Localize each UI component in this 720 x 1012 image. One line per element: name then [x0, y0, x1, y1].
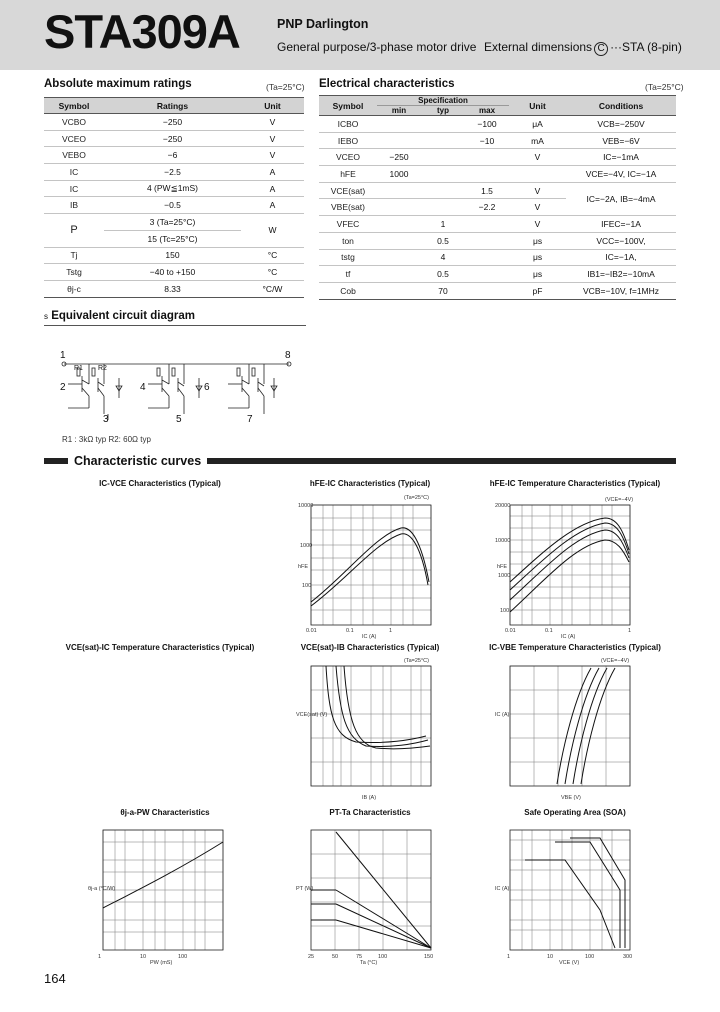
hfe-ic-xtick: 0.01: [306, 628, 317, 634]
pin-6-label: 6: [204, 382, 210, 393]
pt-ta-xtick: 100: [378, 954, 388, 960]
table-row: [319, 116, 676, 133]
part-number: STA309A: [44, 5, 240, 58]
unit-cell: μs: [509, 232, 566, 249]
symbol-cell: IC: [44, 180, 104, 197]
soa-xtick: 10: [547, 954, 554, 960]
conditions-cell: IC=−1A,: [566, 249, 676, 266]
rating-cell: 150: [104, 247, 241, 264]
ic-vbe-temp-xlabel: VBE (V): [561, 795, 581, 801]
soa-xtick: 300: [623, 954, 633, 960]
max-cell: [465, 266, 509, 283]
conditions-cell: VEB=−6V: [566, 132, 676, 149]
table-row: [319, 149, 676, 166]
pt-ta-xtick: 75: [356, 954, 363, 960]
max-cell: [465, 232, 509, 249]
pt-ta-xtick: 50: [332, 954, 339, 960]
abs-max-condition: (Ta=25°C): [266, 82, 305, 92]
ic-vbe-temp-legend: (VCE=−4V): [601, 658, 630, 664]
soa-xlabel: VCE (V): [559, 960, 580, 965]
symbol-cell: ICBO: [319, 116, 377, 133]
circuit-title-text: Equivalent circuit diagram: [51, 310, 195, 322]
table-row: [44, 264, 304, 281]
graph-theta-pw: [88, 820, 233, 965]
min-cell: [377, 199, 421, 216]
max-cell: [465, 282, 509, 299]
pt-ta-xlabel: Ta (°C): [360, 960, 378, 965]
graph-title-hfe-ic: hFE-IC Characteristics (Typical): [309, 479, 431, 488]
symbol-cell: Tstg: [44, 264, 104, 281]
table-row: [44, 164, 304, 181]
unit-cell: mA: [509, 132, 566, 149]
circuit-title-rule: [44, 325, 306, 326]
elec-header-conditions: Conditions: [566, 96, 676, 116]
r2-label: R2: [98, 365, 107, 372]
hfe-ic-temp-ytick: 1000: [498, 573, 511, 579]
typ-cell: [421, 132, 465, 149]
ext-dim-label: External dimensions: [484, 40, 593, 54]
graph-title-ic-vce: IC-VCE Characteristics (Typical): [99, 479, 221, 488]
elec-condition: (Ta=25°C): [645, 82, 684, 92]
vcesat-ib-xlabel: IB (A): [362, 795, 377, 801]
graph-pt-ta: [296, 820, 441, 965]
circuit-title-prefix: s: [44, 312, 48, 321]
unit-cell: V: [509, 182, 566, 199]
max-cell: [465, 249, 509, 266]
ic-vbe-temp-ylabel: IC (A): [495, 712, 510, 718]
hfe-ic-temp-ytick: 100: [500, 608, 510, 614]
symbol-cell: Tj: [44, 247, 104, 264]
rating-cell: −6: [104, 147, 241, 164]
graph-title-hfe-ic-temp: hFE-IC Temperature Characteristics (Typical): [489, 479, 661, 488]
theta-pw-xtick: 1: [98, 954, 102, 960]
table-row: [44, 280, 304, 297]
soa-xtick: 1: [507, 954, 511, 960]
typ-cell: 1: [421, 216, 465, 233]
theta-pw-xtick: 100: [178, 954, 188, 960]
hfe-ic-xtick: 1: [389, 628, 393, 634]
hfe-ic-ytick: 100: [302, 583, 312, 589]
resistor-note: R1 : 3kΩ typ R2: 60Ω typ: [62, 435, 151, 444]
device-application: General purpose/3-phase motor drive: [277, 40, 477, 54]
vcesat-ib-ylabel: VCE(sat) (V): [296, 712, 328, 718]
unit-cell: V: [509, 199, 566, 216]
graph-title-soa: Safe Operating Area (SOA): [524, 808, 626, 817]
soa-xtick: 100: [585, 954, 595, 960]
elec-header-typ: typ: [421, 106, 465, 116]
min-cell: [377, 132, 421, 149]
unit-cell: V: [509, 216, 566, 233]
hfe-ic-temp-xlabel: IC (A): [561, 634, 576, 640]
max-cell: [465, 216, 509, 233]
min-cell: [377, 282, 421, 299]
symbol-cell: P: [44, 214, 104, 247]
hfe-ic-ytick: 10000: [298, 503, 314, 509]
symbol-cell: VCEO: [319, 149, 377, 166]
symbol-cell: Cob: [319, 282, 377, 299]
symbol-cell: VEBO: [44, 147, 104, 164]
graph-title-theta-pw: θj-a-PW Characteristics: [120, 808, 210, 817]
ext-dim-package: ···STA (8-pin): [610, 40, 682, 54]
theta-pw-ylabel: θj-a (°C/W): [88, 886, 116, 892]
pin-5-label: 5: [176, 414, 182, 425]
symbol-cell: VCEO: [44, 130, 104, 147]
elec-header-spec: Specification: [377, 96, 509, 106]
conditions-cell: VCB=−10V, f=1MHz: [566, 282, 676, 299]
graph-hfe-ic-temp: [495, 490, 640, 640]
pin-3-label: 3: [103, 414, 109, 425]
abs-max-header-unit: Unit: [241, 98, 304, 114]
symbol-cell: IEBO: [319, 132, 377, 149]
hfe-ic-temp-ylabel: hFE: [497, 564, 508, 570]
unit-cell: V: [241, 147, 304, 164]
min-cell: [377, 266, 421, 283]
unit-cell: μA: [509, 116, 566, 133]
unit-cell: °C/W: [241, 280, 304, 297]
max-cell: [465, 166, 509, 183]
hfe-ic-legend: (Ta=25°C): [404, 495, 429, 501]
unit-cell: V: [509, 149, 566, 166]
graph-ic-vbe-temp: [495, 656, 640, 801]
r1-label: R1: [74, 365, 83, 372]
hfe-ic-xtick: 0.1: [346, 628, 354, 634]
page-number: 164: [44, 971, 66, 986]
graph-title-vcesat-ib: VCE(sat)-IB Characteristics (Typical): [300, 643, 440, 652]
elec-header-unit: Unit: [509, 96, 566, 116]
conditions-cell: IB1=−IB2=−10mA: [566, 266, 676, 283]
graph-title-pt-ta: PT-Ta Characteristics: [329, 808, 411, 817]
pin-8-label: 8: [285, 350, 291, 361]
rating-cell: −0.5: [104, 197, 241, 214]
elec-header-min: min: [377, 106, 421, 116]
max-cell: −10: [465, 132, 509, 149]
table-row: [44, 247, 304, 264]
circuit-title: [44, 310, 195, 322]
unit-cell: [509, 166, 566, 183]
table-row: [319, 266, 676, 283]
table-row: [319, 182, 676, 199]
pt-ta-xtick: 25: [308, 954, 315, 960]
table-row: [44, 197, 304, 214]
elec-header-symbol: Symbol: [319, 96, 377, 116]
rating-cell: −2.5: [104, 164, 241, 181]
symbol-cell: VCBO: [44, 114, 104, 131]
table-row: [44, 180, 304, 197]
ext-dim-mark-icon: C: [594, 42, 608, 56]
hfe-ic-temp-xtick: 0.01: [505, 628, 516, 634]
table-row: [44, 147, 304, 164]
unit-cell: V: [241, 130, 304, 147]
table-row: [319, 216, 676, 233]
curves-section-title: Characteristic curves: [68, 454, 207, 468]
table-row: [44, 214, 304, 231]
hfe-ic-ylabel: hFE: [298, 564, 309, 570]
table-row: [319, 132, 676, 149]
soa-ylabel: IC (A): [495, 886, 510, 892]
symbol-cell: θj-c: [44, 280, 104, 297]
rating-cell: −250: [104, 130, 241, 147]
theta-pw-xtick: 10: [140, 954, 147, 960]
typ-cell: [421, 116, 465, 133]
hfe-ic-ytick: 1000: [300, 543, 313, 549]
table-row: [319, 232, 676, 249]
typ-cell: 4: [421, 249, 465, 266]
unit-cell: A: [241, 197, 304, 214]
min-cell: [377, 182, 421, 199]
elec-table: [319, 95, 676, 300]
table-row: [319, 282, 676, 299]
typ-cell: [421, 199, 465, 216]
pt-ta-xtick: 150: [424, 954, 434, 960]
typ-cell: [421, 182, 465, 199]
unit-cell: μs: [509, 249, 566, 266]
header-band: [0, 0, 720, 70]
symbol-cell: VCE(sat): [319, 182, 377, 199]
device-type: PNP Darlington: [277, 17, 369, 31]
max-cell: 1.5: [465, 182, 509, 199]
abs-max-header-symbol: Symbol: [44, 98, 104, 114]
unit-cell: A: [241, 164, 304, 181]
rating-cell: −40 to +150: [104, 264, 241, 281]
unit-cell: μs: [509, 266, 566, 283]
rating-cell: 15 (Tc=25°C): [104, 230, 241, 247]
symbol-cell: VBE(sat): [319, 199, 377, 216]
typ-cell: 70: [421, 282, 465, 299]
max-cell: −2.2: [465, 199, 509, 216]
graph-soa: [495, 820, 640, 965]
symbol-cell: ton: [319, 232, 377, 249]
typ-cell: [421, 166, 465, 183]
typ-cell: 0.5: [421, 266, 465, 283]
unit-cell: °C: [241, 247, 304, 264]
theta-pw-xlabel: PW (mS): [150, 960, 173, 965]
unit-cell: W: [241, 214, 304, 247]
max-cell: [465, 149, 509, 166]
hfe-ic-temp-xtick: 1: [628, 628, 632, 634]
elec-header-max: max: [465, 106, 509, 116]
pin-2-label: 2: [60, 382, 66, 393]
hfe-ic-temp-ytick: 20000: [495, 503, 511, 509]
hfe-ic-temp-legend: (VCE=−4V): [605, 497, 634, 503]
table-row: [44, 114, 304, 131]
conditions-cell: IFEC=−1A: [566, 216, 676, 233]
rating-cell: 4 (PW≦1mS): [104, 180, 241, 197]
pin-1-label: 1: [60, 350, 66, 361]
abs-max-title: Absolute maximum ratings: [44, 78, 192, 90]
typ-cell: 0.5: [421, 232, 465, 249]
abs-max-header-ratings: Ratings: [104, 98, 241, 114]
min-cell: [377, 232, 421, 249]
graph-title-vcesat-ic-temp: VCE(sat)-IC Temperature Characteristics (Typical): [65, 643, 255, 652]
unit-cell: pF: [509, 282, 566, 299]
graph-hfe-ic: [296, 490, 441, 640]
symbol-cell: IB: [44, 197, 104, 214]
graph-title-ic-vbe-temp: IC-VBE Temperature Characteristics (Typical): [489, 643, 661, 652]
unit-cell: V: [241, 114, 304, 131]
conditions-cell: IC=−1mA: [566, 149, 676, 166]
external-dimensions: [484, 40, 682, 56]
rating-cell: 8.33: [104, 280, 241, 297]
equivalent-circuit-diagram: [44, 340, 314, 435]
table-row: [44, 130, 304, 147]
conditions-cell: VCB=−250V: [566, 116, 676, 133]
pt-ta-ylabel: PT (W): [296, 886, 314, 892]
min-cell: [377, 216, 421, 233]
conditions-cell: VCC=−100V,: [566, 232, 676, 249]
graph-vcesat-ib: [296, 656, 441, 801]
max-cell: −100: [465, 116, 509, 133]
symbol-cell: tf: [319, 266, 377, 283]
unit-cell: A: [241, 180, 304, 197]
unit-cell: °C: [241, 264, 304, 281]
abs-max-table: [44, 97, 304, 298]
symbol-cell: VFEC: [319, 216, 377, 233]
rating-cell: −250: [104, 114, 241, 131]
rating-cell: 3 (Ta=25°C): [104, 214, 241, 231]
pin-4-label: 4: [140, 382, 146, 393]
min-cell: −250: [377, 149, 421, 166]
symbol-cell: tstg: [319, 249, 377, 266]
hfe-ic-temp-xtick: 0.1: [545, 628, 553, 634]
vcesat-ib-legend: (Ta=25°C): [404, 658, 429, 664]
table-row: [319, 166, 676, 183]
elec-title: Electrical characteristics: [319, 78, 455, 90]
min-cell: 1000: [377, 166, 421, 183]
min-cell: [377, 116, 421, 133]
pin-7-label: 7: [247, 414, 253, 425]
hfe-ic-temp-ytick: 10000: [495, 538, 511, 544]
hfe-ic-xlabel: IC (A): [362, 634, 377, 640]
conditions-cell: VCE=−4V, IC=−1A: [566, 166, 676, 183]
min-cell: [377, 249, 421, 266]
conditions-cell: IC=−2A, IB=−4mA: [566, 182, 676, 215]
table-row: [319, 249, 676, 266]
symbol-cell: IC: [44, 164, 104, 181]
typ-cell: [421, 149, 465, 166]
symbol-cell: hFE: [319, 166, 377, 183]
